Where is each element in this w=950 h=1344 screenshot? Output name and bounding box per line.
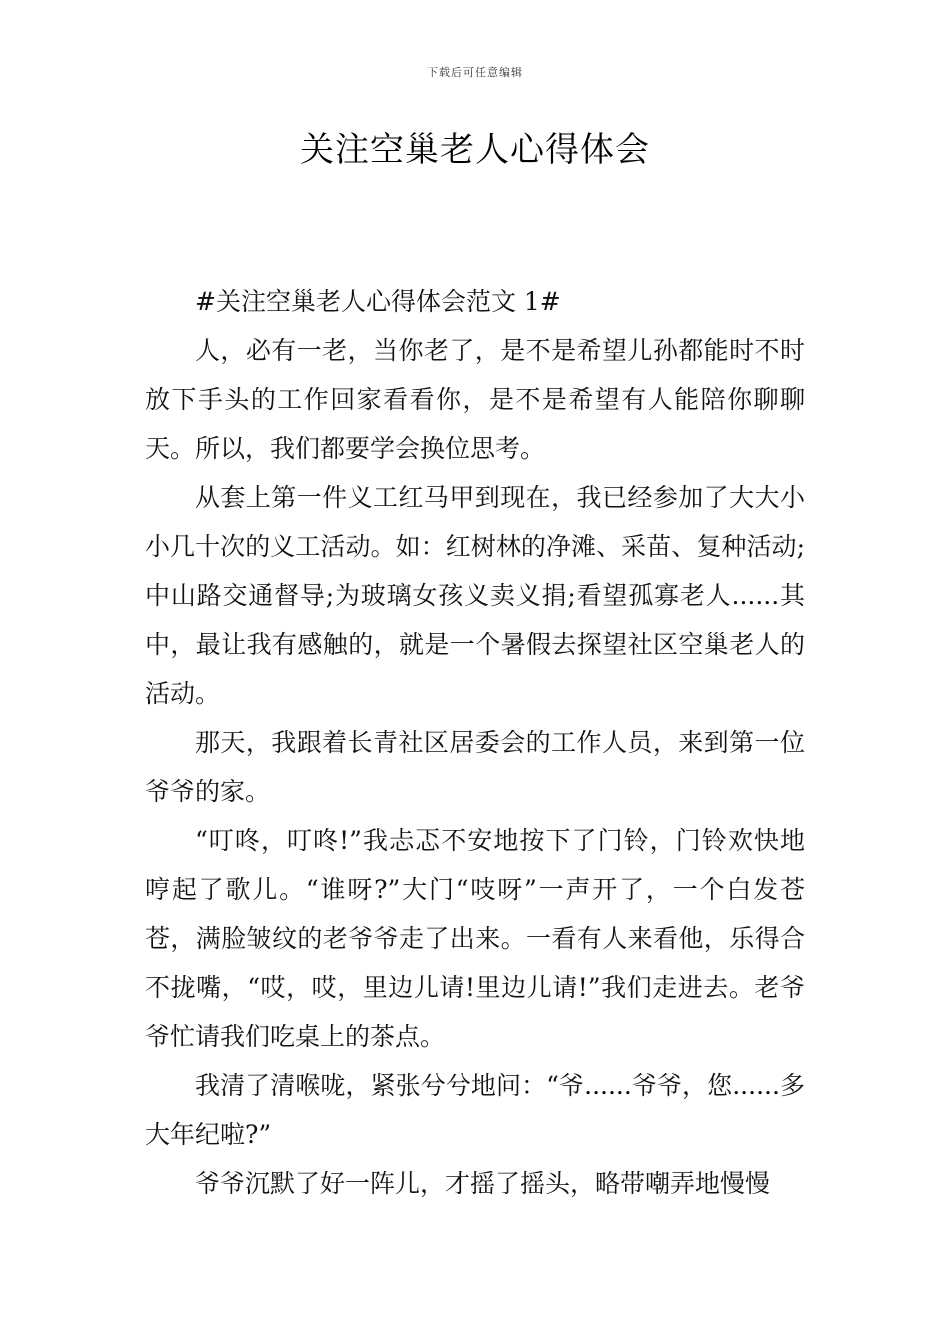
header-note: 下载后可任意编辑 (427, 66, 523, 79)
document-body (145, 277, 805, 1208)
body-paragraph: “叮咚，叮咚!”我忐忑不安地按下了门铃，门铃欢快地哼起了歌儿。“谁呀?”大门“吱呀”一声开了，一个白发苍苍，满脸皱纹的老爷爷走了出来。一看有人来看他，乐得合不拢嘴，“哎，哎，里边儿请!里边儿请!”我们走进去。老爷爷忙请我们吃桌上的茶点。 (145, 826, 805, 1051)
body-paragraph: 我清了清喉咙，紧张兮兮地问：“爷......爷爷，您......多大年纪啦?” (145, 1071, 805, 1149)
body-paragraph: 从套上第一件义工红马甲到现在，我已经参加了大大小小几十次的义工活动。如：红树林的净滩、采苗、复种活动;中山路交通督导;为玻璃女孩义卖义捐;看望孤寡老人......其中，最让我有感触的，就是一个暑假去探望社区空巢老人的活动。 (145, 483, 805, 708)
section-heading: #关注空巢老人心得体会范文 1# (195, 287, 561, 316)
document-title: 关注空巢老人心得体会 (300, 130, 650, 170)
body-paragraph: 爷爷沉默了好一阵儿，才摇了摇头，略带嘲弄地慢慢 (195, 1169, 771, 1198)
body-paragraph: 那天，我跟着长青社区居委会的工作人员，来到第一位爷爷的家。 (145, 728, 805, 806)
body-paragraph: 人，必有一老，当你老了，是不是希望儿孙都能时不时放下手头的工作回家看看你，是不是希望有人能陪你聊聊天。所以，我们都要学会换位思考。 (145, 336, 805, 463)
